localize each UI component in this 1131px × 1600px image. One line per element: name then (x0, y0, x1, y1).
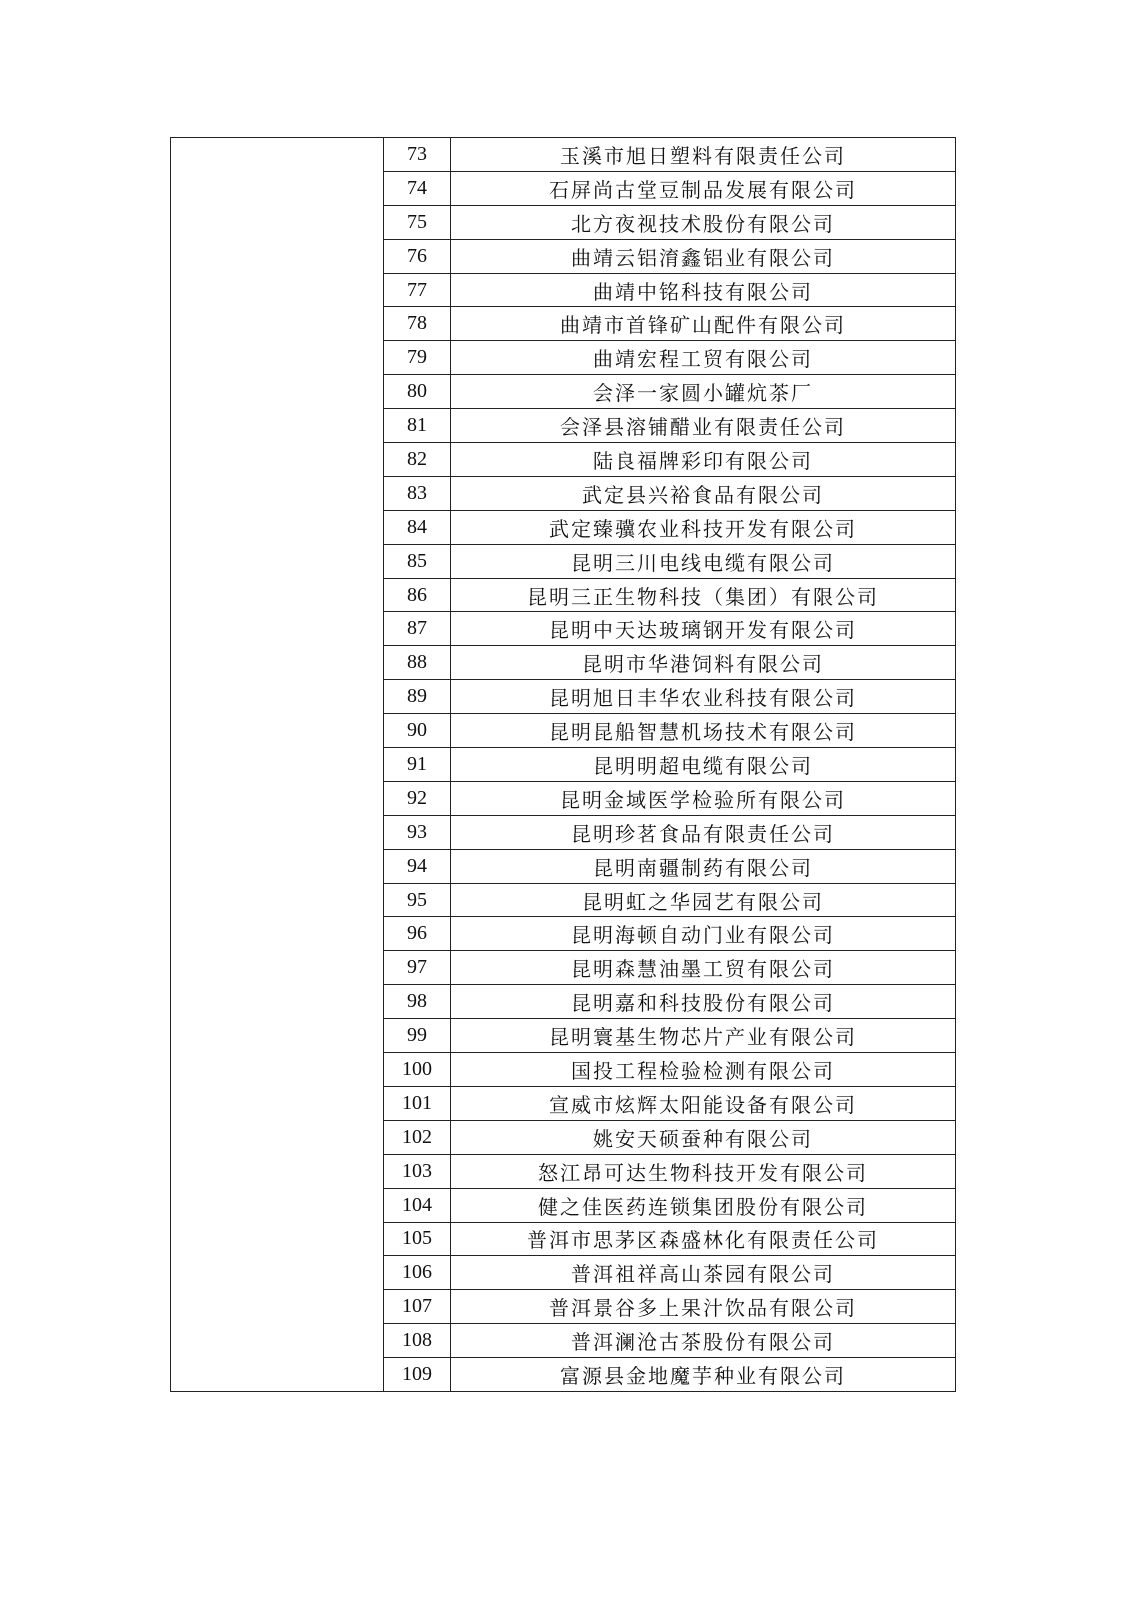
table-body (171, 138, 956, 1392)
company-name: 会泽县溶铺醋业有限责任公司 (451, 409, 956, 443)
row-number: 107 (384, 1290, 451, 1324)
company-table (170, 137, 956, 1392)
row-number: 95 (384, 883, 451, 917)
row-number: 79 (384, 341, 451, 375)
row-number: 89 (384, 680, 451, 714)
row-number: 77 (384, 273, 451, 307)
row-number: 85 (384, 544, 451, 578)
company-name: 昆明森慧油墨工贸有限公司 (451, 951, 956, 985)
row-number: 99 (384, 1019, 451, 1053)
company-name: 国投工程检验检测有限公司 (451, 1053, 956, 1087)
row-number: 93 (384, 815, 451, 849)
row-number: 94 (384, 849, 451, 883)
company-name: 玉溪市旭日塑料有限责任公司 (451, 138, 956, 172)
company-name: 昆明中天达玻璃钢开发有限公司 (451, 612, 956, 646)
company-name: 曲靖市首锋矿山配件有限公司 (451, 307, 956, 341)
company-name: 武定县兴裕食品有限公司 (451, 476, 956, 510)
company-name: 昆明嘉和科技股份有限公司 (451, 985, 956, 1019)
row-number: 80 (384, 375, 451, 409)
company-name: 昆明寰基生物芯片产业有限公司 (451, 1019, 956, 1053)
company-name: 石屏尚古堂豆制品发展有限公司 (451, 171, 956, 205)
company-name: 富源县金地魔芋种业有限公司 (451, 1358, 956, 1392)
company-name: 昆明旭日丰华农业科技有限公司 (451, 680, 956, 714)
company-name: 健之佳医药连锁集团股份有限公司 (451, 1188, 956, 1222)
company-name: 普洱澜沧古茶股份有限公司 (451, 1324, 956, 1358)
company-name: 昆明金域医学检验所有限公司 (451, 781, 956, 815)
company-name: 北方夜视技术股份有限公司 (451, 205, 956, 239)
row-number: 76 (384, 239, 451, 273)
company-name: 昆明海顿自动门业有限公司 (451, 917, 956, 951)
row-number: 91 (384, 748, 451, 782)
row-number: 108 (384, 1324, 451, 1358)
row-number: 104 (384, 1188, 451, 1222)
row-number: 75 (384, 205, 451, 239)
company-name: 怒江昂可达生物科技开发有限公司 (451, 1154, 956, 1188)
company-name: 昆明明超电缆有限公司 (451, 748, 956, 782)
company-name: 昆明三正生物科技（集团）有限公司 (451, 578, 956, 612)
row-number: 100 (384, 1053, 451, 1087)
row-number: 92 (384, 781, 451, 815)
category-cell (171, 138, 384, 1392)
row-number: 98 (384, 985, 451, 1019)
company-name: 会泽一家圆小罐炕茶厂 (451, 375, 956, 409)
row-number: 105 (384, 1222, 451, 1256)
company-name: 普洱市思茅区森盛林化有限责任公司 (451, 1222, 956, 1256)
company-name: 昆明市华港饲料有限公司 (451, 646, 956, 680)
row-number: 103 (384, 1154, 451, 1188)
company-name: 昆明三川电线电缆有限公司 (451, 544, 956, 578)
row-number: 88 (384, 646, 451, 680)
company-name: 昆明虹之华园艺有限公司 (451, 883, 956, 917)
row-number: 109 (384, 1358, 451, 1392)
row-number: 96 (384, 917, 451, 951)
table-row (171, 138, 956, 172)
row-number: 81 (384, 409, 451, 443)
row-number: 86 (384, 578, 451, 612)
row-number: 84 (384, 510, 451, 544)
row-number: 106 (384, 1256, 451, 1290)
row-number: 82 (384, 443, 451, 477)
company-name: 普洱景谷多上果汁饮品有限公司 (451, 1290, 956, 1324)
row-number: 73 (384, 138, 451, 172)
row-number: 90 (384, 714, 451, 748)
company-name: 曲靖宏程工贸有限公司 (451, 341, 956, 375)
company-name: 昆明昆船智慧机场技术有限公司 (451, 714, 956, 748)
company-name: 曲靖中铭科技有限公司 (451, 273, 956, 307)
row-number: 87 (384, 612, 451, 646)
company-name: 姚安天硕蚕种有限公司 (451, 1120, 956, 1154)
row-number: 102 (384, 1120, 451, 1154)
company-name: 宣威市炫辉太阳能设备有限公司 (451, 1086, 956, 1120)
row-number: 74 (384, 171, 451, 205)
company-name: 普洱祖祥高山茶园有限公司 (451, 1256, 956, 1290)
row-number: 101 (384, 1086, 451, 1120)
company-name: 曲靖云铝淯鑫铝业有限公司 (451, 239, 956, 273)
company-name: 陆良福牌彩印有限公司 (451, 443, 956, 477)
company-name: 昆明南疆制药有限公司 (451, 849, 956, 883)
company-name: 昆明珍茗食品有限责任公司 (451, 815, 956, 849)
row-number: 83 (384, 476, 451, 510)
company-name: 武定臻骥农业科技开发有限公司 (451, 510, 956, 544)
row-number: 78 (384, 307, 451, 341)
row-number: 97 (384, 951, 451, 985)
